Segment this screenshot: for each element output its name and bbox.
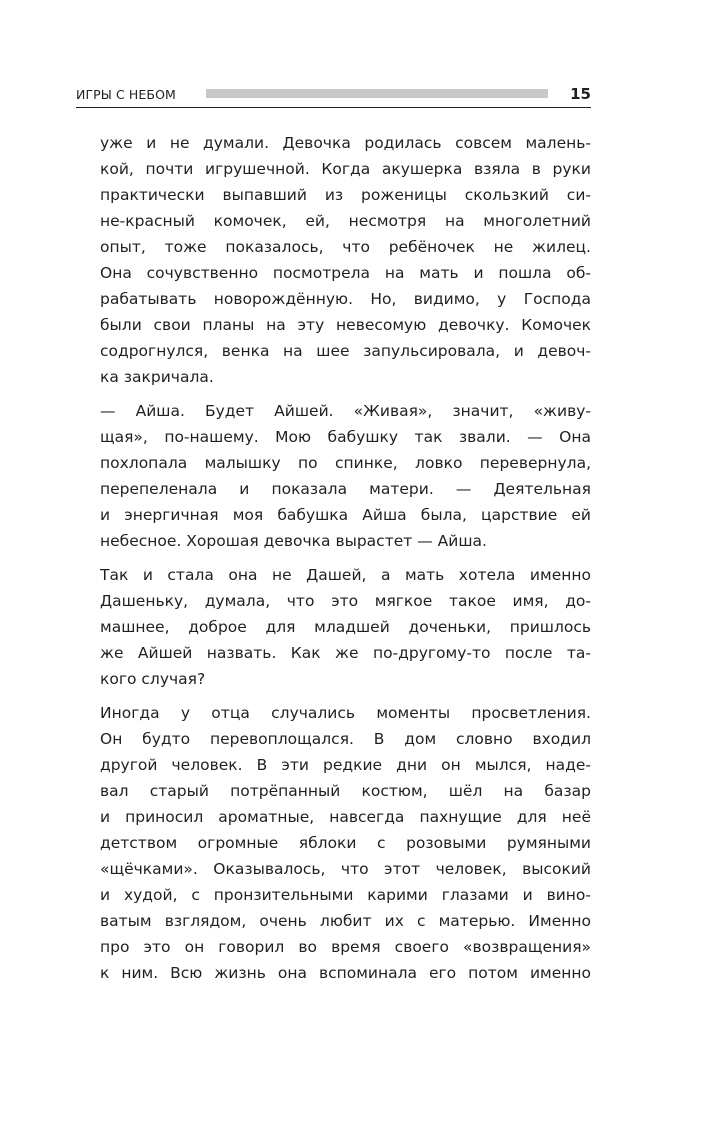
running-header [76,84,591,108]
text-line: Иногда у отца случались моменты просветления. [100,704,591,722]
text-line: щая», по-нашему. Мою бабушку так звали. — Она [100,428,591,446]
running-title: ИГРЫ С НЕБОМ [76,87,176,102]
text-line: и энергичная моя бабушка Айша была, царствие ей [100,506,591,524]
text-line: же Айшей назвать. Как же по-другому-то после та- [100,644,591,662]
text-line: про это он говорил во время своего «возвращения» [100,938,591,956]
text-line: «щёчками». Оказывалось, что этот человек, высокий [100,860,591,878]
text-line: машнее, доброе для младшей доченьки, пришлось [100,618,591,636]
text-line: практически выпавший из роженицы скользкий си- [100,186,591,204]
paragraph-2 [100,398,591,554]
paragraph-1 [100,130,591,390]
text-line: кого случая? [100,670,206,688]
body-text [100,130,591,994]
text-line: ватым взглядом, очень любит их с матерью. Именно [100,912,591,930]
text-line: Дашеньку, думала, что это мягкое такое имя, до- [100,592,591,610]
text-line: Он будто перевоплощался. В дом словно входил [100,730,591,748]
text-line: ка закричала. [100,368,214,386]
text-line: и худой, с пронзительными карими глазами и вино- [100,886,591,904]
text-line: уже и не думали. Девочка родилась совсем малень- [100,134,591,152]
text-line: были свои планы на эту невесомую девочку. Комочек [100,316,591,334]
text-line: кой, почти игрушечной. Когда акушерка взяла в руки [100,160,591,178]
text-line: похлопала малышку по спинке, ловко перевернула, [100,454,591,472]
text-line: Так и стала она не Дашей, а мать хотела именно [100,566,591,584]
text-line: Она сочувственно посмотрела на мать и пошла об- [100,264,591,282]
text-line: вал старый потрёпанный костюм, шёл на базар [100,782,591,800]
text-line: другой человек. В эти редкие дни он мылся, наде- [100,756,591,774]
paragraph-3 [100,562,591,692]
page-number: 15 [570,85,591,103]
header-rule [76,107,591,108]
text-line: опыт, тоже показалось, что ребёночек не жилец. [100,238,591,256]
text-line: содрогнулся, венка на шее запульсировала, и девоч- [100,342,591,360]
text-line: детством огромные яблоки с розовыми румяными [100,834,591,852]
text-line: не-красный комочек, ей, несмотря на многолетний [100,212,591,230]
text-line: небесное. Хорошая девочка вырастет — Айша. [100,532,487,550]
text-line: к ним. Всю жизнь она вспоминала его потом именно [100,964,591,982]
paragraph-4 [100,700,591,986]
header-decorative-bar [206,89,548,98]
text-line: и приносил ароматные, навсегда пахнущие для неё [100,808,591,826]
text-line: перепеленала и показала матери. — Деятельная [100,480,591,498]
text-line: — Айша. Будет Айшей. «Живая», значит, «живу- [100,402,591,420]
text-line: рабатывать новорождённую. Но, видимо, у Господа [100,290,591,308]
